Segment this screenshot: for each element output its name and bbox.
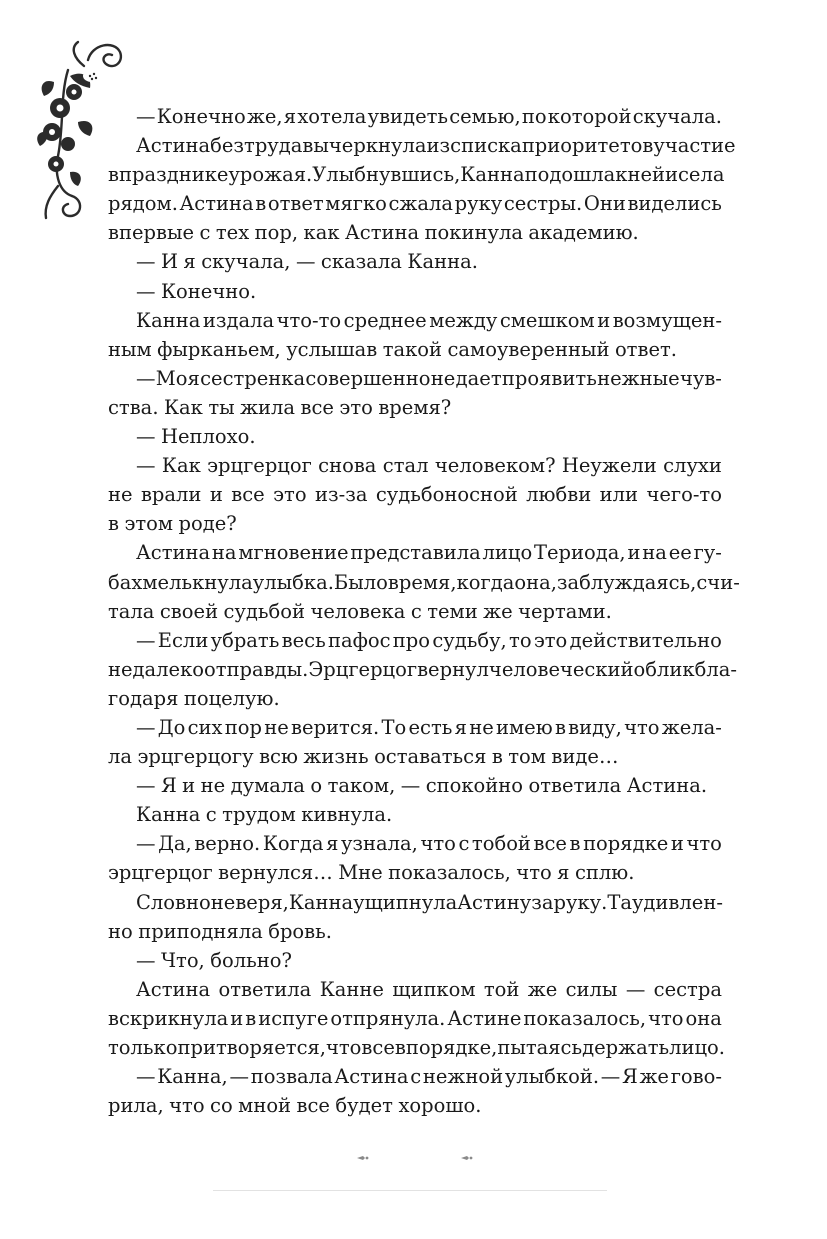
book-page-text <box>108 102 740 1120</box>
text-line: — Канна, — позвала Астина с нежной улыбкой. — Я же гово- <box>136 1065 722 1089</box>
text-line: ла эрцгерцогу всю жизнь оставаться в том виде… <box>108 745 619 769</box>
text-line: но приподняла бровь. <box>108 919 332 943</box>
decorative-end-marks-icon <box>355 1153 475 1163</box>
text-line: — Что, больно? <box>136 948 292 972</box>
text-line: вскрикнула и в испуге отпрянула. Астине показалось, что она <box>108 1006 722 1030</box>
text-line: Астина на мгновение представила лицо Териода, и на ее гу- <box>136 541 722 565</box>
text-line: ным фырканьем, услышав такой самоуверенный ответ. <box>108 337 677 361</box>
text-line: — Конечно же, я хотела увидеть семью, по которой скучала. <box>136 105 722 128</box>
footer-rule <box>213 1190 607 1191</box>
text-line: Астина ответила Канне щипком той же силы — сестра <box>136 977 722 1001</box>
text-line: впервые с тех пор, как Астина покинула академию. <box>108 221 639 245</box>
text-line: бах мелькнула улыбка. Было время, когда она, заблуждаясь, счи- <box>108 570 740 594</box>
text-line: только притворяется, что все в порядке, пытаясь держать лицо. <box>108 1036 725 1059</box>
text-line: — Я и не думала о таком, — спокойно ответила Астина. <box>136 774 708 798</box>
text-line: — Как эрцгерцог снова стал человеком? Неужели слухи <box>136 454 722 478</box>
text-line: ства. Как ты жила все это время? <box>108 395 452 419</box>
text-line: тала своей судьбой человека с теми же чертами. <box>108 599 612 623</box>
text-line: — Конечно. <box>136 279 257 303</box>
text-line: в этом роде? <box>108 512 237 536</box>
text-line: — До сих пор не верится. То есть я не имею в виду, что жела- <box>136 715 722 739</box>
text-line: эрцгерцог вернулся… Мне показалось, что я сплю. <box>108 861 635 885</box>
text-line: — Если убрать весь пафос про судьбу, то это действительно <box>136 628 722 652</box>
text-line: Канна издала что-то среднее между смешком и возмущен- <box>136 308 722 332</box>
text-line: — И я скучала, — сказала Канна. <box>136 250 478 274</box>
text-line: в празднике урожая. Улыбнувшись, Канна подошла к ней и села <box>108 163 725 187</box>
text-line: — Да, верно. Когда я узнала, что с тобой все в порядке и что <box>136 832 722 856</box>
text-line: рила, что со мной все будет хорошо. <box>108 1094 482 1118</box>
text-line: недалеко от правды. Эрцгерцог вернул человеческий облик бла- <box>108 657 737 681</box>
text-line: рядом. Астина в ответ мягко сжала руку сестры. Они виделись <box>108 192 722 216</box>
text-line: Канна с трудом кивнула. <box>136 803 393 827</box>
text-line: Астина без труда вычеркнула из списка приоритетов участие <box>136 134 736 158</box>
text-line: годаря поцелую. <box>108 686 280 710</box>
text-line: не врали и все это из-за судьбоносной любви или чего-то <box>108 483 722 507</box>
text-line: Словно не веря, Канна ущипнула Астину за руку. Та удивлен- <box>136 890 723 914</box>
text-line: — Неплохо. <box>136 425 256 449</box>
text-line: — Моя сестренка совершенно не дает проявить нежные чув- <box>136 366 722 390</box>
